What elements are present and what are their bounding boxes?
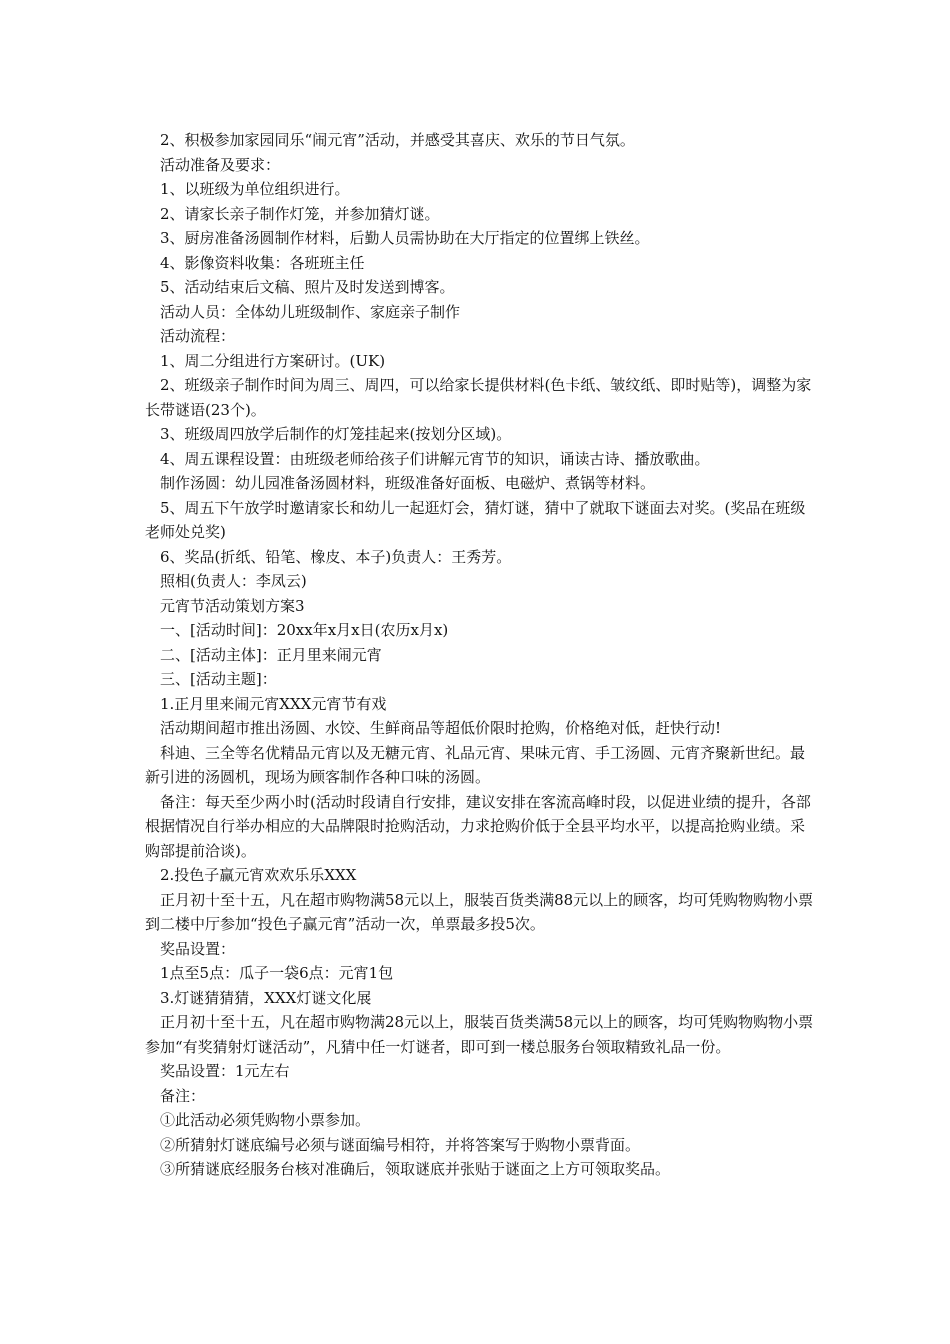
subheading: 3.灯谜猜猜猜，XXX灯谜文化展 [160,988,372,1007]
paragraph: 2、班级亲子制作时间为周三、周四，可以给家长提供材料(色卡纸、皱纹纸、即时贴等)，调整为家长带谜语(23个)。 [145,376,812,419]
paragraph: 制作汤圆：幼儿园准备汤圆材料，班级准备好面板、电磁炉、煮锅等材料。 [160,474,656,492]
paragraph: 2、积极参加家园同乐“闹元宵”活动，并感受其喜庆、欢乐的节日气氛。 [160,131,635,149]
paragraph: ①此活动必须凭购物小票参加。 [160,1111,371,1129]
paragraph: 活动人员：全体幼儿班级制作、家庭亲子制作 [160,302,461,321]
paragraph: 活动流程： [160,327,236,345]
paragraph: ③所猜谜底经服务台核对准确后，领取谜底并张贴于谜面之上方可领取奖品。 [160,1160,671,1178]
paragraph: 4、影像资料收集：各班班主任 [160,253,365,272]
paragraph: 照相(负责人：李凤云) [160,572,307,590]
paragraph: 1点至5点：瓜子一袋6点：元宵1包 [160,964,394,982]
subheading: 2.投色子赢元宵欢欢乐乐XXX [160,866,357,884]
paragraph: 1、周二分组进行方案研讨。(UK) [160,351,386,370]
paragraph: 6、奖品(折纸、铅笔、橡皮、本子)负责人：王秀芳。 [160,547,512,566]
paragraph: 5、活动结束后文稿、照片及时发送到博客。 [160,278,455,296]
paragraph: 5、周五下午放学时邀请家长和幼儿一起逛灯会，猜灯谜，猜中了就取下谜面去对奖。(奖品在班级老师处兑奖) [145,498,806,541]
paragraph: 4、周五课程设置：由班级老师给孩子们讲解元宵节的知识，诵读古诗、播放歌曲。 [160,449,710,468]
paragraph: 正月初十至十五，凡在超市购物满58元以上，服装百货类满88元以上的顾客，均可凭购物购物小票到二楼中厅参加“投色子赢元宵”活动一次，单票最多投5次。 [145,890,814,933]
paragraph: 3、班级周四放学后制作的灯笼挂起来(按划分区域)。 [160,425,512,443]
subheading: 1.正月里来闹元宵XXX元宵节有戏 [160,694,387,713]
section-title: 元宵节活动策划方案3 [160,596,305,615]
paragraph: 活动准备及要求： [160,155,281,174]
paragraph: 二、[活动主体]：正月里来闹元宵 [160,645,382,664]
paragraph: 三、[活动主题]： [160,670,277,688]
paragraph: ②所猜射灯谜底编号必须与谜面编号相符，并将答案写于购物小票背面。 [160,1135,641,1154]
paragraph: 一、[活动时间]：20xx年x月x日(农历x月x) [160,621,449,639]
paragraph: 备注： [160,1086,206,1105]
paragraph: 奖品设置： [160,939,236,958]
paragraph: 科迪、三全等名优精品元宵以及无糖元宵、礼品元宵、果味元宵、手工汤圆、元宵齐聚新世纪。最新引进的汤圆机，现场为顾客制作各种口味的汤圆。 [145,743,806,786]
paragraph: 1、以班级为单位组织进行。 [160,180,350,198]
document-body [145,128,815,1182]
paragraph: 备注：每天至少两小时(活动时段请自行安排，建议安排在客流高峰时段，以促进业绩的提升，各部根据情况自行举办相应的大品牌限时抢购活动，力求抢购价低于全县平均水平，以提高抢购业绩。采购部提前洽谈)。 [145,792,811,860]
paragraph: 正月初十至十五，凡在超市购物满28元以上，服装百货类满58元以上的顾客，均可凭购物购物小票参加“有奖猜射灯谜活动”，凡猜中任一灯谜者，即可到一楼总服务台领取精致礼品一份。 [145,1013,814,1056]
paragraph: 3、厨房准备汤圆制作材料，后勤人员需协助在大厅指定的位置绑上铁丝。 [160,229,650,247]
paragraph: 活动期间超市推出汤圆、水饺、生鲜商品等超低价限时抢购，价格绝对低，赶快行动! [160,719,722,737]
paragraph: 奖品设置：1元左右 [160,1062,290,1080]
paragraph: 2、请家长亲子制作灯笼，并参加猜灯谜。 [160,204,440,223]
